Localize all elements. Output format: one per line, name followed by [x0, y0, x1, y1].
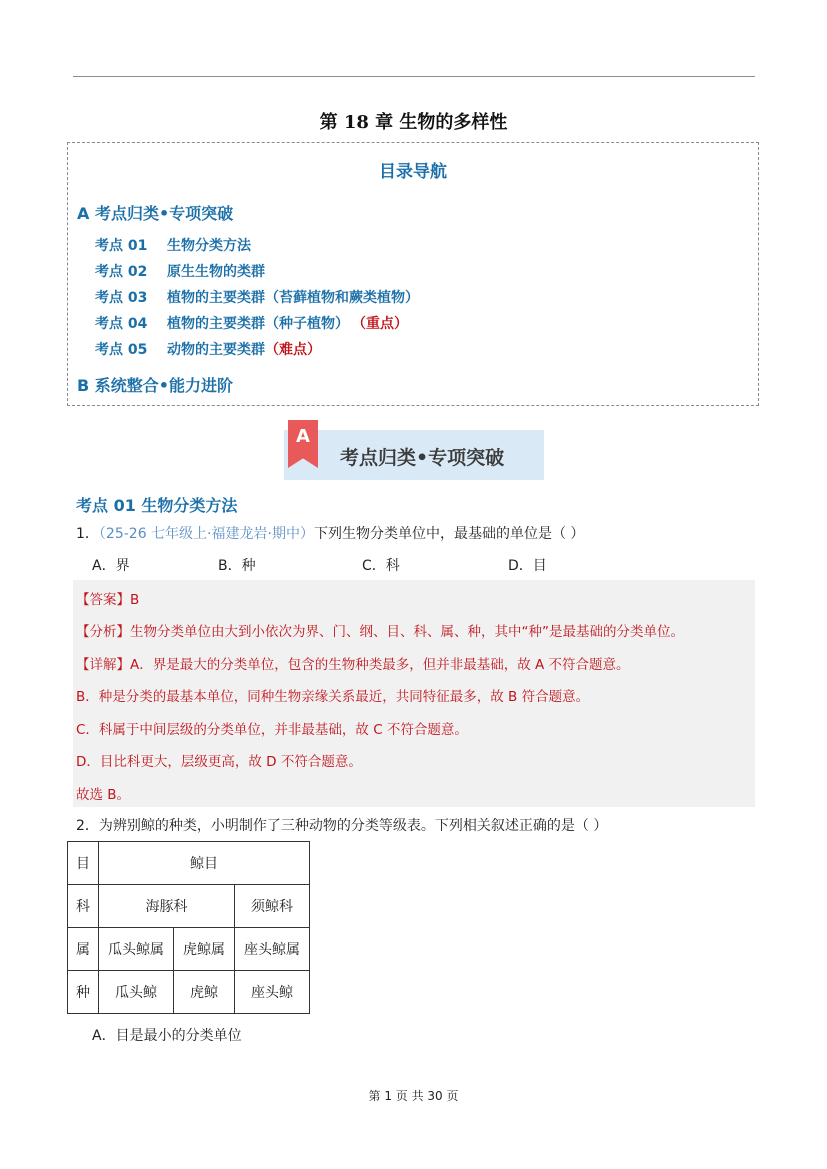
row-label-species: 种 [68, 971, 99, 1014]
question-1: 1．（25-26 七年级上·福建龙岩·期中）下列生物分类单位中，最基础的单位是（ ） [76, 526, 585, 542]
toc-item-03[interactable]: 考点 03 植物的主要类群（苔藓植物和蕨类植物） [95, 290, 419, 306]
toc-item-05[interactable]: 考点 05 动物的主要类群（难点） [95, 342, 321, 358]
q1-option-c: C．科 [362, 558, 400, 574]
conclusion-line: 故选 B。 [76, 787, 131, 803]
header-rule [73, 76, 755, 77]
q1-option-b: B．种 [218, 558, 256, 574]
q1-option-a: A．界 [92, 558, 130, 574]
detail-line-c: C．科属于中间层级的分类单位，并非最基础，故 C 不符合题意。 [76, 722, 468, 738]
row-label-order: 目 [68, 842, 99, 885]
cell-family-2: 须鲸科 [235, 885, 310, 928]
q1-option-d: D．目 [508, 558, 547, 574]
cell-species-1: 瓜头鲸 [99, 971, 174, 1014]
answer-line: 【答案】B [76, 592, 140, 608]
toc-section-a[interactable]: A 考点归类•专项突破 [77, 204, 234, 223]
toc-section-b[interactable]: B 系统整合•能力进阶 [77, 376, 233, 395]
question-source: （25-26 七年级上·福建龙岩·期中） [98, 526, 314, 542]
question-2: 2．为辨别鲸的种类，小明制作了三种动物的分类等级表。下列相关叙述正确的是（ ） [76, 818, 608, 834]
cell-family-1: 海豚科 [99, 885, 235, 928]
banner-letter: A [296, 426, 310, 447]
cell-genus-2: 虎鲸属 [174, 928, 235, 971]
toc-box [67, 142, 759, 406]
kaodian-01-heading: 考点 01 生物分类方法 [76, 496, 238, 515]
row-label-genus: 属 [68, 928, 99, 971]
page-footer: 第 1 页 共 30 页 [368, 1089, 459, 1103]
detail-line-b: B．种是分类的最基本单位，同种生物亲缘关系最近，共同特征最多，故 B 符合题意。 [76, 689, 590, 705]
cell-order: 鲸目 [99, 842, 310, 885]
toc-item-01[interactable]: 考点 01 生物分类方法 [95, 238, 251, 254]
cell-genus-1: 瓜头鲸属 [99, 928, 174, 971]
analysis-line: 【分析】生物分类单位由大到小依次为界、门、纲、目、科、属、种，其中“种”是最基础的分类单位。 [76, 624, 684, 640]
detail-line-a: 【详解】A．界是最大的分类单位，包含的生物种类最多，但并非最基础，故 A 不符合题意。 [76, 657, 630, 673]
detail-line-d: D．目比科更大，层级更高，故 D 不符合题意。 [76, 754, 362, 770]
toc-item-04[interactable]: 考点 04 植物的主要类群（种子植物） （重点） [95, 316, 408, 332]
q2-option-a: A．目是最小的分类单位 [92, 1028, 242, 1044]
toc-title: 目录导航 [379, 162, 447, 182]
row-label-family: 科 [68, 885, 99, 928]
banner-text: 考点归类•专项突破 [340, 447, 505, 469]
cell-species-2: 虎鲸 [174, 971, 235, 1014]
chapter-title: 第 18 章 生物的多样性 [319, 112, 508, 133]
classification-table [67, 841, 310, 1014]
cell-species-3: 座头鲸 [235, 971, 310, 1014]
cell-genus-3: 座头鲸属 [235, 928, 310, 971]
toc-item-02[interactable]: 考点 02 原生生物的类群 [95, 264, 265, 280]
